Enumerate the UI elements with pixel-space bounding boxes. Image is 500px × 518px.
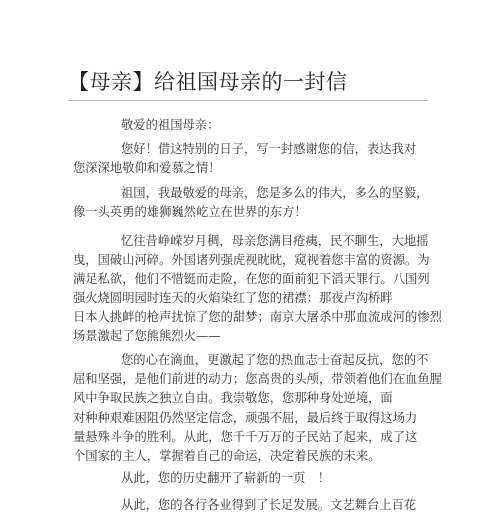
body-line: 量悬殊斗争的胜利。从此，您千千万万的子民站了起来，成了这 (73, 430, 418, 444)
body-line: 从此，您的各行各业得到了长足发展。文艺舞台上百花 (121, 498, 417, 512)
document-title: 【母亲】给祖国母亲的一封信 (68, 70, 348, 94)
salutation: 敬爱的祖国母亲： (121, 118, 220, 132)
title-divider (68, 100, 428, 101)
body-line: 您深深地敬仰和爱慕之情！ (73, 161, 221, 175)
body-line: 日本人挑衅的枪声扰惊了您的甜梦；南京大屠杀中那血流成河的惨烈 (73, 310, 442, 324)
body-line: 屈和坚强，是他们前进的动力；您高贵的头颅，带领着他们在血鱼腥 (73, 372, 442, 386)
body-line: 曳，国破山河碎。外国诸列强虎视眈眈，窥视着您丰富的资源。为 (73, 253, 430, 267)
body-line: 您的心在滴血，更激起了您的热血志士奋起反抗，您的不 (121, 353, 429, 367)
body-line: 满足私欲，他们不惜铤而走险，在您的面前犯下滔天罪行。八国列 (73, 272, 430, 286)
body-line: 风中争取民族之独立自由。我崇敬您，您那种身处逆境，面 (73, 391, 393, 405)
body-line: 从此，您的历史翻开了崭新的一页 ！ (121, 471, 331, 485)
body-line: 您好！借这特别的日子，写一封感谢您的信，表达我对 (121, 142, 417, 156)
body-line: 强火烧圆明园时连天的火焰染红了您的裙襟：那夜卢沟桥畔 (73, 291, 393, 305)
body-line: 个国家的主人，掌握着自己的命运，决定着民族的未来。 (73, 449, 381, 463)
body-line: 场景激起了您熊熊烈火—— (73, 329, 221, 343)
body-line: 对种种艰难困阻仍然坚定信念，顽强不屈，最后终于取得这场力 (73, 411, 418, 425)
body-line: 祖国，我最敬爱的母亲，您是多么的伟大，多么的坚毅， (121, 186, 429, 200)
body-line: 像一头英勇的雄狮巍然屹立在世界的东方！ (73, 205, 307, 219)
body-line: 忆往昔峥嵘岁月稠，母亲您满目疮痍，民不聊生，大地摇 (121, 234, 429, 248)
